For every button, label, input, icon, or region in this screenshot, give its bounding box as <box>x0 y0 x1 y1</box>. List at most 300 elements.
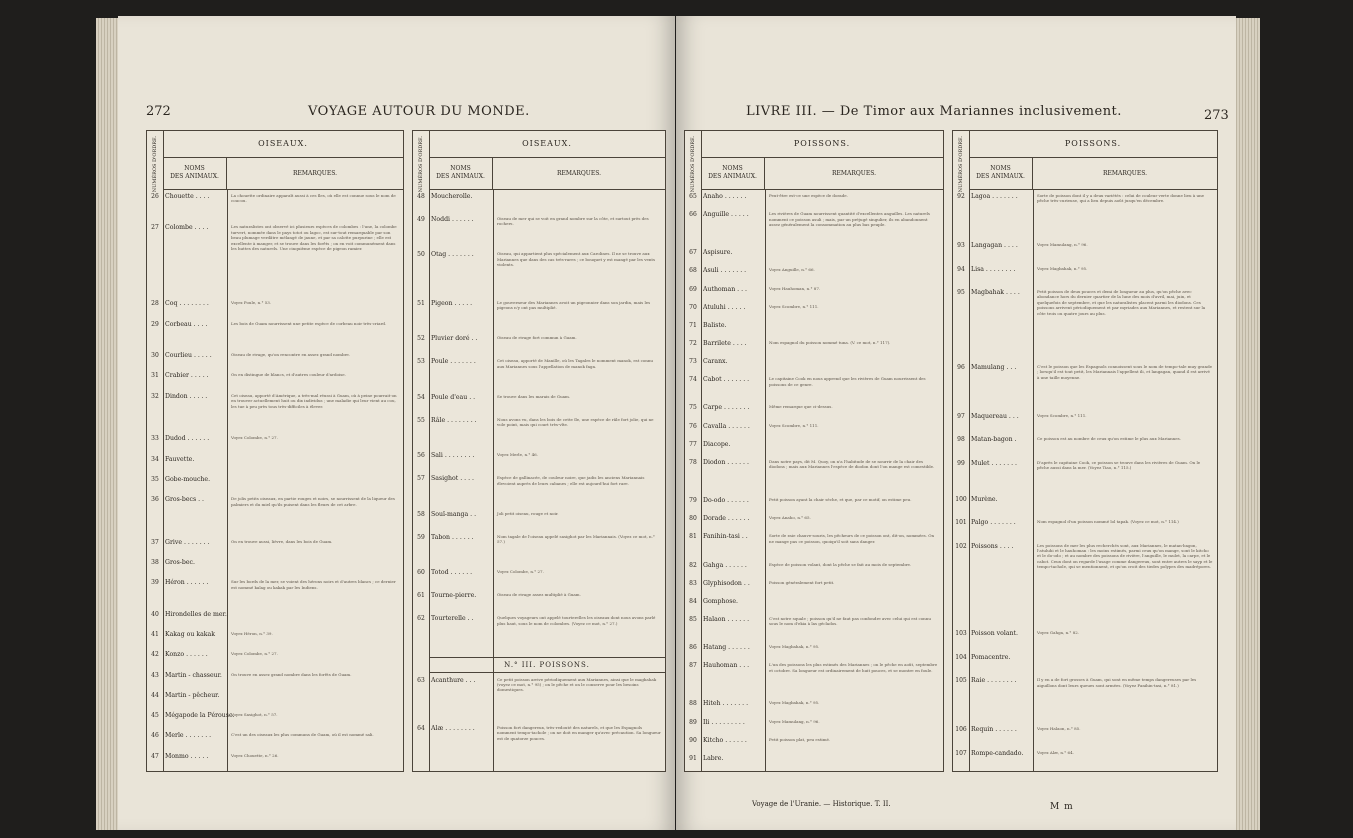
row-number: 53 <box>417 358 425 366</box>
animal-name: Corbeau . . . . <box>165 320 208 328</box>
animal-name: Mulet . . . . . . . <box>971 459 1017 467</box>
left-page <box>118 16 675 830</box>
animal-name: Pigeon . . . . . <box>431 299 473 307</box>
page-number-left: 272 <box>146 104 171 119</box>
table-row <box>685 755 943 773</box>
remark-text: Même remarque que ci-dessus. <box>769 404 833 410</box>
remark-text: Voyez Magbahak, n.° 95. <box>769 644 820 650</box>
row-number: 101 <box>955 519 967 527</box>
table-row <box>685 598 943 616</box>
row-number: 84 <box>689 597 697 605</box>
table-row <box>685 441 943 459</box>
row-number: 105 <box>955 677 967 685</box>
row-number: 65 <box>689 193 697 200</box>
remark-text: Voyez Scombre, n.° 111. <box>769 303 819 309</box>
row-number: 40 <box>151 610 159 618</box>
table-row <box>685 662 943 700</box>
animal-name: Gomphose. <box>703 597 739 605</box>
animal-name: Alæ . . . . . . . . <box>431 724 475 732</box>
table-row <box>413 677 665 725</box>
table-row <box>413 358 665 394</box>
remark-text: Voyez Magbahak, n.° 95. <box>769 700 820 706</box>
animal-name: Sali . . . . . . . . <box>431 452 475 460</box>
table-row <box>413 417 665 453</box>
page-edges-left <box>96 18 120 830</box>
table-row <box>685 719 943 737</box>
animal-name: Tourterelle . . <box>431 615 474 623</box>
animal-name: Pomacentre. <box>971 653 1011 661</box>
row-number: 32 <box>151 392 159 400</box>
animal-name: Hatang . . . . . . <box>703 644 750 652</box>
animal-name: Authoman . . . <box>703 285 747 293</box>
remark-text: Voyez Poule, n.° 53. <box>231 300 272 306</box>
row-number: 90 <box>689 736 697 744</box>
row-number: 76 <box>689 422 697 430</box>
animal-name: Diacope. <box>703 440 731 448</box>
remark-text: Oiseau de mer qui se voit en grand nombre sur la côte, et surtout près des rochers. <box>497 215 649 227</box>
table-row <box>147 692 403 712</box>
row-number: 41 <box>151 631 159 639</box>
table-row <box>685 322 943 340</box>
table-row <box>147 456 403 476</box>
remark-text: Les rivières de Guam nourrissent quantité d'excellentes anguilles. Les naturels nomment ce poisson asuli ; mais, par un préjugé singulier, ils en abandonnent assez généralement la consommation au plus bas peuple. <box>769 211 930 227</box>
table-title: OISEAUX. <box>163 131 403 158</box>
table-row <box>147 224 403 300</box>
animal-name: Martin - pêcheur. <box>165 691 220 699</box>
animal-name: Dorade . . . . . . <box>703 515 750 523</box>
animal-name: Raie . . . . . . . . <box>971 677 1017 685</box>
table-row <box>685 644 943 662</box>
row-number: 85 <box>689 615 697 623</box>
row-number: 37 <box>151 538 159 546</box>
table-row <box>147 476 403 496</box>
row-number: 71 <box>689 321 697 329</box>
animal-name: Pluvier doré . . <box>431 335 478 343</box>
row-number: 97 <box>957 412 965 420</box>
column-header-names: NOMS DES ANIMAUX. <box>163 157 227 189</box>
table-row <box>147 753 403 773</box>
row-number: 26 <box>151 193 159 200</box>
row-number: 82 <box>689 561 697 569</box>
table-panel-birds-1 <box>146 130 404 772</box>
table-row <box>413 216 665 252</box>
animal-name: Mégapode la Pérouse. <box>165 712 235 720</box>
table-row <box>147 435 403 455</box>
animal-name: Murène. <box>971 495 998 503</box>
remark-text: Espèce de poisson volant, dont la pêche se fait au mois de septembre. <box>769 561 912 567</box>
table-row <box>147 539 403 559</box>
remark-text: Nom espagnol du poisson nommé tuna. (V. ce mot, n.° 117). <box>769 340 891 346</box>
remark-text: Dans notre pays, dit M. Quoy, on n'a l'habitude de se nourrir de la chair des diodons ; mais aux Mariannes l'espèce de diodon dont l'on mange est comestible. <box>769 458 935 470</box>
animal-name: Barrilete . . . . <box>703 340 747 348</box>
row-number: 59 <box>417 533 425 541</box>
remark-text: Petit poisson plat, peu estimé. <box>769 736 831 742</box>
table-row <box>685 700 943 718</box>
row-number: 94 <box>957 265 965 273</box>
animal-name: Poule . . . . . . . <box>431 358 476 366</box>
table-row <box>147 300 403 320</box>
remark-text: Oiseau de rivage assez multiplié à Guam. <box>497 592 581 598</box>
remark-text: Voyez Héron, n.° 39. <box>231 631 273 637</box>
column-header-remarks: REMARQUES. <box>556 170 602 177</box>
remark-text: L'un des poissons les plus estimés des Mariannes ; on le pêche en août, septembre et octobre. Sa longueur est ordinairement de huit pouces, et se montre en foule. <box>769 662 938 673</box>
animal-name: Palgo . . . . . . . <box>971 519 1016 527</box>
animal-name: Mamulang . . . <box>971 363 1017 371</box>
remark-text: Espèce de gallinacée, de couleur noire, que jadis les anciens Mariannais élevoient auprès de leurs cabanes ; elle est aujourd'hui fort rare. <box>497 475 645 486</box>
table-row <box>953 242 1217 265</box>
animal-name: Anaho . . . . . . <box>703 193 747 200</box>
animal-name: Poissons . . . . <box>971 542 1014 550</box>
row-number: 39 <box>151 579 159 587</box>
table-panel-fish-1 <box>684 130 944 772</box>
remark-text: Voyez Colombe, n.° 27. <box>231 435 278 441</box>
table-row <box>953 654 1217 677</box>
animal-name: Tabon . . . . . . <box>431 533 474 541</box>
row-number: 95 <box>957 288 965 296</box>
animal-name: Maquereau . . . <box>971 412 1019 420</box>
table-header <box>429 157 665 190</box>
row-number: 63 <box>417 676 425 684</box>
row-number: 72 <box>689 340 697 348</box>
animal-name: Héron . . . . . . <box>165 579 209 587</box>
remark-text: Cet oiseau, apporté de Manille, où les Tagales le nomment manok, est connu aux Mariannes sous l'appellation de manok faga. <box>497 358 653 369</box>
table-row <box>685 376 943 404</box>
table-row <box>685 249 943 267</box>
row-number: 102 <box>955 542 967 550</box>
remark-text: Voyez Colombe, n.° 27. <box>497 569 544 575</box>
animal-name: Crabier . . . . . <box>165 372 209 380</box>
remark-text: Oiseau de rivage fort commun à Guam. <box>497 335 577 341</box>
row-number: 58 <box>417 510 425 518</box>
table-row <box>953 436 1217 459</box>
table-header <box>969 157 1217 190</box>
table-title: OISEAUX. <box>429 131 665 158</box>
table-row <box>413 452 665 475</box>
animal-name: Hiteh . . . . . . . <box>703 700 749 708</box>
column-header-names: NOMS DES ANIMAUX. <box>969 157 1033 189</box>
animal-name: Merle . . . . . . . <box>165 732 212 740</box>
row-number: 98 <box>957 436 965 444</box>
row-number: 96 <box>957 363 965 371</box>
remark-text: Peut-être est-ce une espèce de dorade. <box>769 193 848 198</box>
row-number: 62 <box>417 615 425 623</box>
column-header-names: NOMS DES ANIMAUX. <box>701 157 765 189</box>
remark-text: Quelques voyageurs ont appelé tourterelles les oiseaux dont nous avons parlé plus haut, sous le nom de colombes. (Voyez ce mot, n.° 27.) <box>497 615 656 626</box>
animal-name: Gros-becs . . <box>165 496 205 504</box>
table-title: POISSONS. <box>969 131 1217 158</box>
animal-name: Moucherolle. <box>431 193 473 200</box>
table-row <box>685 358 943 376</box>
animal-name: Rompe-candado. <box>971 749 1024 757</box>
table-row <box>413 615 665 651</box>
row-number: 27 <box>151 224 159 232</box>
table-row <box>953 496 1217 519</box>
animal-name: Requin . . . . . . <box>971 726 1017 734</box>
animal-name: Kakag ou kakak <box>165 631 215 639</box>
section-heading: N.° III. POISSONS. <box>429 657 665 673</box>
remark-text: Nom tagale de l'oiseau appelé sasighot par les Mariannais. (Voyez ce mot, n.° 57.) <box>497 533 655 545</box>
page-edges-right <box>1236 18 1260 830</box>
table-row <box>147 712 403 732</box>
remark-text: Voyez Halaon, n.° 85. <box>1037 726 1081 732</box>
animal-name: Gros-bec. <box>165 559 195 567</box>
animal-name: Lagoa . . . . . . . <box>971 193 1018 200</box>
animal-name: Monmo . . . . . <box>165 752 209 760</box>
table-row <box>413 335 665 358</box>
row-number: 35 <box>151 475 159 483</box>
row-number: 68 <box>689 267 697 275</box>
remark-text: Poisson fort dangereux, très-redouté des naturels, et que les Espagnols nomment tempo-tachole ; on ne doit en manger qu'avec précaution. Sa longueur est de quatorze pouces. <box>497 724 661 741</box>
row-number: 92 <box>957 193 965 200</box>
row-number: 80 <box>689 515 697 523</box>
remark-text: Nous avons vu, dans les bois de cette île, une espèce de râle fort jolie, qui ne vole point, mais qui court très-vîte. <box>497 416 654 428</box>
table-row <box>953 193 1217 242</box>
remark-text: Sorte de raie chauve-souris, les pêcheurs de ce poisson ont, dit-on, nommées. On ne mange pas ce poisson, quoiqu'il soit sans danger. <box>769 533 935 544</box>
row-number: 66 <box>689 211 697 219</box>
table-row <box>685 304 943 322</box>
row-number: 74 <box>689 376 697 384</box>
row-number: 34 <box>151 455 159 463</box>
animal-name: Dindon . . . . . <box>165 392 208 400</box>
footer-text: Voyage de l'Uranie. — Historique. T. II. <box>752 800 891 808</box>
animal-name: Sasighot . . . . <box>431 475 474 483</box>
table-row <box>685 497 943 515</box>
remark-text: On en distingue de blancs, et d'autres couleur d'ardoise. <box>231 372 346 378</box>
animal-name: Otag . . . . . . . <box>431 251 474 259</box>
animal-name: Poule d'eau . . <box>431 393 476 401</box>
table-row <box>147 496 403 539</box>
table-row <box>147 579 403 610</box>
row-number: 91 <box>689 754 697 762</box>
row-number: 81 <box>689 533 697 541</box>
table-row <box>147 372 403 392</box>
table-row <box>147 631 403 651</box>
table-panel-fish-2 <box>952 130 1218 772</box>
table-row <box>147 611 403 631</box>
table-row <box>685 580 943 598</box>
table-row <box>953 726 1217 749</box>
animal-name: Colombe . . . . <box>165 224 209 232</box>
table-row <box>147 352 403 372</box>
table-row <box>413 251 665 299</box>
row-number: 60 <box>417 569 425 577</box>
remark-text: Poisson généralement fort petit. <box>769 579 835 585</box>
table-row <box>685 193 943 211</box>
row-number: 33 <box>151 435 159 443</box>
column-header-names: NOMS DES ANIMAUX. <box>429 157 493 189</box>
row-number: 55 <box>417 416 425 424</box>
table-row <box>953 630 1217 653</box>
remark-text: Petit poisson de deux pouces et demi de longueur au plus, qu'on pêche avec abondance hors du dernier quartier de la lune des mois d'avril, mai, juin, et quelquefois de septembre, et que les naturalistes placent parmi les diodons. Ces poissons arrivent périodiquement et par myriades aux Mariannes, et restent sur la côte trois ou quatre jours au plus. <box>1037 288 1206 316</box>
table-row <box>685 737 943 755</box>
animal-name: Gobe-mouche. <box>165 475 211 483</box>
row-number: 30 <box>151 352 159 360</box>
row-number: 78 <box>689 458 697 466</box>
column-header-remarks: REMARQUES. <box>1102 170 1148 177</box>
remark-text: Le capitaine Cook en nous apprend que les rivières de Guam nourrissent des poissons de ce genre. <box>769 376 926 387</box>
row-number: 29 <box>151 320 159 328</box>
row-number: 88 <box>689 700 697 708</box>
table-row <box>413 725 665 773</box>
row-number: 43 <box>151 671 159 679</box>
remark-text: Voyez Scombre, n.° 111. <box>769 422 819 428</box>
row-number: 79 <box>689 497 697 505</box>
animal-name: Chouette . . . . <box>165 193 210 200</box>
table-row <box>147 321 403 352</box>
right-page <box>676 16 1236 830</box>
table-row <box>953 289 1217 364</box>
remark-text: Les bois de Guam nourrissent une petite espèce de corbeau noir très-criard. <box>231 320 387 326</box>
table-row <box>685 340 943 358</box>
table-row <box>953 677 1217 726</box>
animal-name: Hauhoman . . . <box>703 662 750 670</box>
row-number: 64 <box>417 724 425 732</box>
row-number: 49 <box>417 215 425 223</box>
remark-text: Voyez Magbahak, n.° 95. <box>1037 265 1088 271</box>
table-row <box>685 211 943 249</box>
row-number: 89 <box>689 718 697 726</box>
animal-name: Ili . . . . . . . . . <box>703 718 745 726</box>
row-number: 28 <box>151 300 159 308</box>
animal-name: Carpe . . . . . . . <box>703 404 750 412</box>
animal-name: Magbahak . . . . <box>971 288 1020 296</box>
table-row <box>953 266 1217 289</box>
animal-name: Aspisure. <box>703 249 733 257</box>
animal-name: Coq . . . . . . . . <box>165 300 209 308</box>
table-row <box>413 193 665 216</box>
table-row <box>953 364 1217 413</box>
running-head-right: LIVRE III. — De Timor aux Mariannes inclusivement. <box>746 104 1122 119</box>
row-number: 75 <box>689 404 697 412</box>
animal-name: Do-odo . . . . . . <box>703 497 749 505</box>
remark-text: Les naturalistes ont observé ici plusieurs espèces de colombes : l'une, la colombe turvert, nommée dans le pays totot ou lagoc, est sur-tout remarquable par son beau plumage verdâtre mélangé de jaune, et par sa calotte purpurine ; elle est excellente à manger, et se trouve dans les forêts ; on en voit communément dans les huttes des naturels. Une cinquième espèce de pigeon ramier. <box>231 224 397 252</box>
remark-text: Voyez Gahga, n.° 82. <box>1037 630 1080 636</box>
row-number: 106 <box>955 726 967 734</box>
animal-name: Caranx. <box>703 358 728 366</box>
row-number: 77 <box>689 440 697 448</box>
row-number: 87 <box>689 662 697 670</box>
animal-name: Diodon . . . . . . <box>703 458 749 466</box>
running-head-left: VOYAGE AUTOUR DU MONDE. <box>308 104 530 119</box>
row-number: 57 <box>417 475 425 483</box>
animal-name: Râle . . . . . . . . <box>431 416 477 424</box>
remark-text: D'après le capitaine Cook, ce poisson se trouve dans les rivières de Guam. On le pêche aussi dans la mer. (Voyez Tiao, n.° 115.) <box>1037 459 1201 471</box>
page-number-right: 273 <box>1204 108 1229 123</box>
row-number: 67 <box>689 249 697 257</box>
remark-text: Oiseau, qui appartient plus spécialement aux Carolines. Il ne se trouve aux Mariannes que dans des cas très-rares ; ce bouquet y est mangé par les vents violents. <box>497 251 656 268</box>
remark-text: Voyez Merle, n.° 46. <box>497 452 538 458</box>
animal-name: Noddi . . . . . . <box>431 215 474 223</box>
row-number: 51 <box>417 299 425 307</box>
animal-name: Lisa . . . . . . . . <box>971 265 1016 273</box>
table-row <box>685 616 943 644</box>
row-number: 38 <box>151 559 159 567</box>
table-title: POISSONS. <box>701 131 943 158</box>
animal-name: Atuluhi . . . . . <box>703 303 746 311</box>
row-number: 52 <box>417 335 425 343</box>
table-row <box>685 459 943 497</box>
table-header <box>701 157 943 190</box>
table-row <box>685 562 943 580</box>
row-number: 61 <box>417 592 425 600</box>
animal-name: Totod . . . . . . <box>431 569 473 577</box>
remark-text: Voyez Hauhoman, n.° 87. <box>769 285 821 291</box>
row-number: 100 <box>955 495 967 503</box>
table-row <box>147 559 403 579</box>
animal-name: Anguille . . . . . <box>703 211 749 219</box>
signature-mark: M m <box>1050 802 1074 812</box>
animal-name: Baliste. <box>703 321 727 329</box>
row-number: 83 <box>689 579 697 587</box>
column-header-remarks: REMARQUES. <box>831 170 877 177</box>
animal-name: Labre. <box>703 754 724 762</box>
row-number: 47 <box>151 752 159 760</box>
row-number: 31 <box>151 372 159 380</box>
animal-name: Hirondelles de mer. <box>165 610 227 618</box>
remark-text: Ce poisson est au nombre de ceux qu'on estime le plus aux Mariannes. <box>1037 436 1181 442</box>
remark-text: De jolis petits oiseaux, en partie rouges et noirs, se nourrissent de la liqueur des palmiers et du miel qu'ils puisent dans les fleurs de cet arbre. <box>231 496 395 507</box>
table-row <box>413 569 665 592</box>
animal-name: Gahga . . . . . . <box>703 561 747 569</box>
animal-name: Dudod . . . . . . <box>165 435 210 443</box>
remark-text: Sorte de poisson dont il y a deux variétés : celui de couleur verte donne lieu à une pêche très-curieuse, qui a lieu depuis août jusqu'en décembre. <box>1037 193 1205 204</box>
row-number: 107 <box>955 749 967 757</box>
remark-text: Sur les bords de la mer, se voient des hérons noirs et d'autres blancs ; ce dernier est nommé kalag ou kakak par les Indiens. <box>231 579 396 590</box>
table-row <box>147 193 403 224</box>
animal-name: Halaon . . . . . . <box>703 615 750 623</box>
remark-text: Voyez Mamulang, n.° 96. <box>1037 242 1088 248</box>
row-number: 45 <box>151 712 159 720</box>
animal-name: Langagan . . . . <box>971 242 1018 250</box>
row-number: 42 <box>151 651 159 659</box>
remark-text: Les poissons de mer les plus recherchés sont, aux Mariannes, le matan-bagon, l'atuluhi et le hauhoman : les moins estimés, parmi ceux qu'on mange, sont le kitcho et le do-odo ; et au nombre des poissons de rivière, l'anguille, le mulet, la carpe, et le cabot. Ceux dont on regarde l'usage comme dangereux, sont entre autres le sayp et le tempo-tachole, qui se mentionnent, et qu'on croit des tiedes polypes des madrépores. <box>1037 542 1213 570</box>
row-number: 56 <box>417 452 425 460</box>
animal-name: Fauvette. <box>165 455 195 463</box>
table-row <box>147 393 403 436</box>
remark-text: Petit poisson ayant la chair sèche, et que, par ce motif, on estime peu. <box>769 497 912 503</box>
animal-name: Konzo . . . . . . <box>165 651 208 659</box>
remark-text: C'est notre squale ; poisson qu'il ne faut pas confondre avec celui qui est connu sous le nom d'ekia à las géclados. <box>769 615 931 627</box>
remark-text: Voyez Anguille, n.° 66. <box>769 267 815 273</box>
remark-text: Nom espagnol d'un poisson nommé lol tapak. (Voyez ce mot, n.° 114.) <box>1037 519 1179 525</box>
row-number: 46 <box>151 732 159 740</box>
table-row <box>685 404 943 422</box>
remark-text: Voyez Sasighot, n.° 57. <box>231 712 278 718</box>
animal-name: Grive . . . . . . . <box>165 538 210 546</box>
animal-name: Matan-bagon . <box>971 436 1017 444</box>
animal-name: Poisson volant. <box>971 630 1018 638</box>
row-number: 103 <box>955 630 967 638</box>
column-header-remarks: REMARQUES. <box>292 170 338 177</box>
table-row <box>413 475 665 511</box>
remark-text: Ce petit poisson arrive périodiquement aux Mariannes, ainsi que le magbahak (voyez ce mot, n.° 95) ; on le pêche et on le conserve pour les besoins domestiques. <box>497 676 657 693</box>
remark-text: Oiseau de rivage, qu'on rencontre en assez grand nombre. <box>231 352 351 358</box>
side-label: NUMÉROS D'ORDRE. <box>152 135 158 193</box>
row-number: 69 <box>689 285 697 293</box>
remark-text: Le gouverneur des Mariannes avoit un pigeonnier dans son jardin, mais les pigeons n'y ont pas multiplié. <box>497 299 651 311</box>
table-row <box>685 515 943 533</box>
animal-name: Kitcho . . . . . . <box>703 736 747 744</box>
animal-name: Souï-manga . . <box>431 510 477 518</box>
row-number: 104 <box>955 653 967 661</box>
table-row <box>685 423 943 441</box>
animal-name: Acanthure . . . <box>431 676 476 684</box>
remark-text: Se trouve dans les marais de Guam. <box>497 393 571 399</box>
remark-text: Cet oiseau, apporté d'Amérique, a très-mal réussi à Guam, où à peine pourrait-on en trouver actuellement huit ou dix individus ; une maladie qui leur vient au cou, les tue à peu près tous très-difficiles à élever. <box>231 392 397 409</box>
animal-name: Courlieu . . . . . <box>165 352 212 360</box>
table-row <box>953 543 1217 631</box>
remark-text: C'est le poisson que les Espagnols connoissent sous le nom de tempo-tale muy grande ; lorsqu'il est tout petit, les Mariannais l'appellent ili, et langagan, quand il est arrivé à une taille moyenne. <box>1037 363 1213 380</box>
